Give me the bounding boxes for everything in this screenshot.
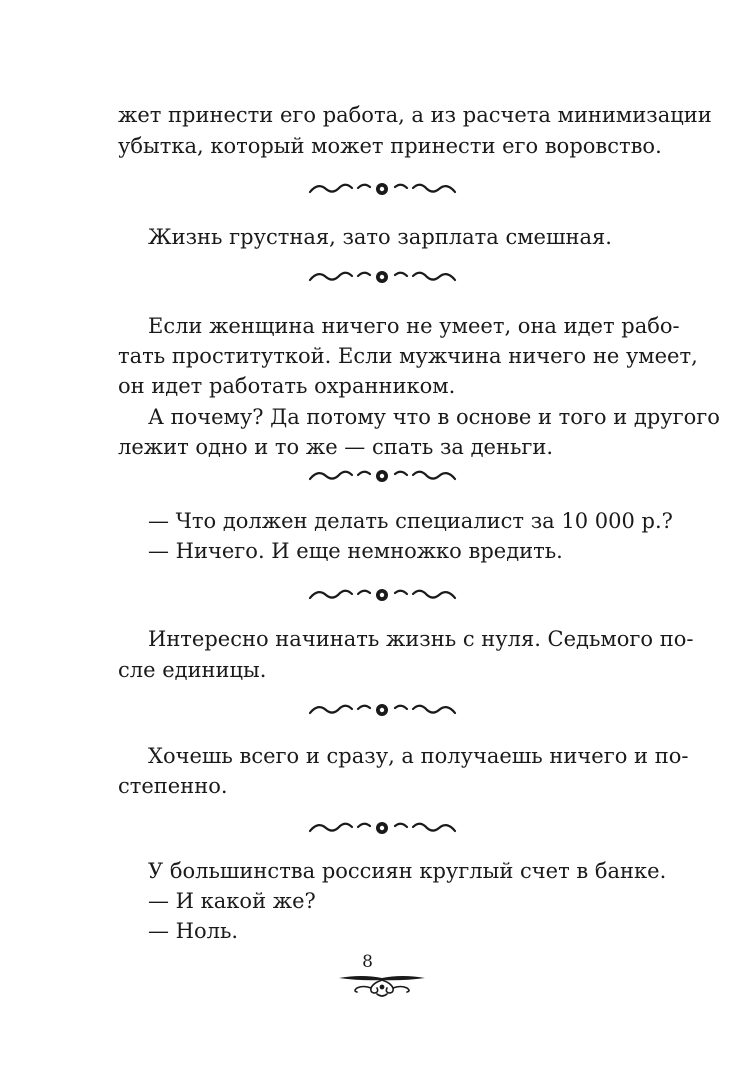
text-line: Если женщина ничего не умеет, она идет рабо-	[148, 314, 680, 338]
ornament-divider-icon	[300, 178, 465, 200]
page-number: 8	[362, 952, 373, 972]
text-line: Жизнь грустная, зато зарплата смешная.	[148, 225, 612, 249]
text-line: — Что должен делать специалист за 10 000 р.?	[148, 509, 673, 533]
text-line: — Ничего. И еще немножко вредить.	[148, 539, 563, 563]
text-line: — И какой же?	[148, 889, 316, 913]
ornament-divider-icon	[300, 584, 465, 606]
text-line: лежит одно и то же — спать за деньги.	[118, 435, 554, 459]
text-line: он идет работать охранником.	[118, 374, 456, 398]
ornament-divider-icon	[300, 817, 465, 839]
ornament-divider-icon	[300, 699, 465, 721]
text-line: тать проституткой. Если мужчина ничего не умеет,	[118, 344, 698, 368]
text-line: Интересно начинать жизнь с нуля. Седьмого по-	[148, 627, 694, 651]
text-line: степенно.	[118, 774, 228, 798]
text-line: убытка, который может принести его воровство.	[118, 134, 662, 158]
footer-flourish-icon	[337, 970, 427, 1000]
text-line: — Ноль.	[148, 919, 239, 943]
ornament-divider-icon	[300, 266, 465, 288]
text-line: жет принести его работа, а из расчета минимизации	[118, 103, 712, 127]
text-line: У большинства россиян круглый счет в банке.	[148, 859, 667, 883]
ornament-divider-icon	[300, 465, 465, 487]
text-line: сле единицы.	[118, 658, 267, 682]
text-line: Хочешь всего и сразу, а получаешь ничего и по-	[148, 744, 689, 768]
text-line: А почему? Да потому что в основе и того и другого	[148, 405, 720, 429]
